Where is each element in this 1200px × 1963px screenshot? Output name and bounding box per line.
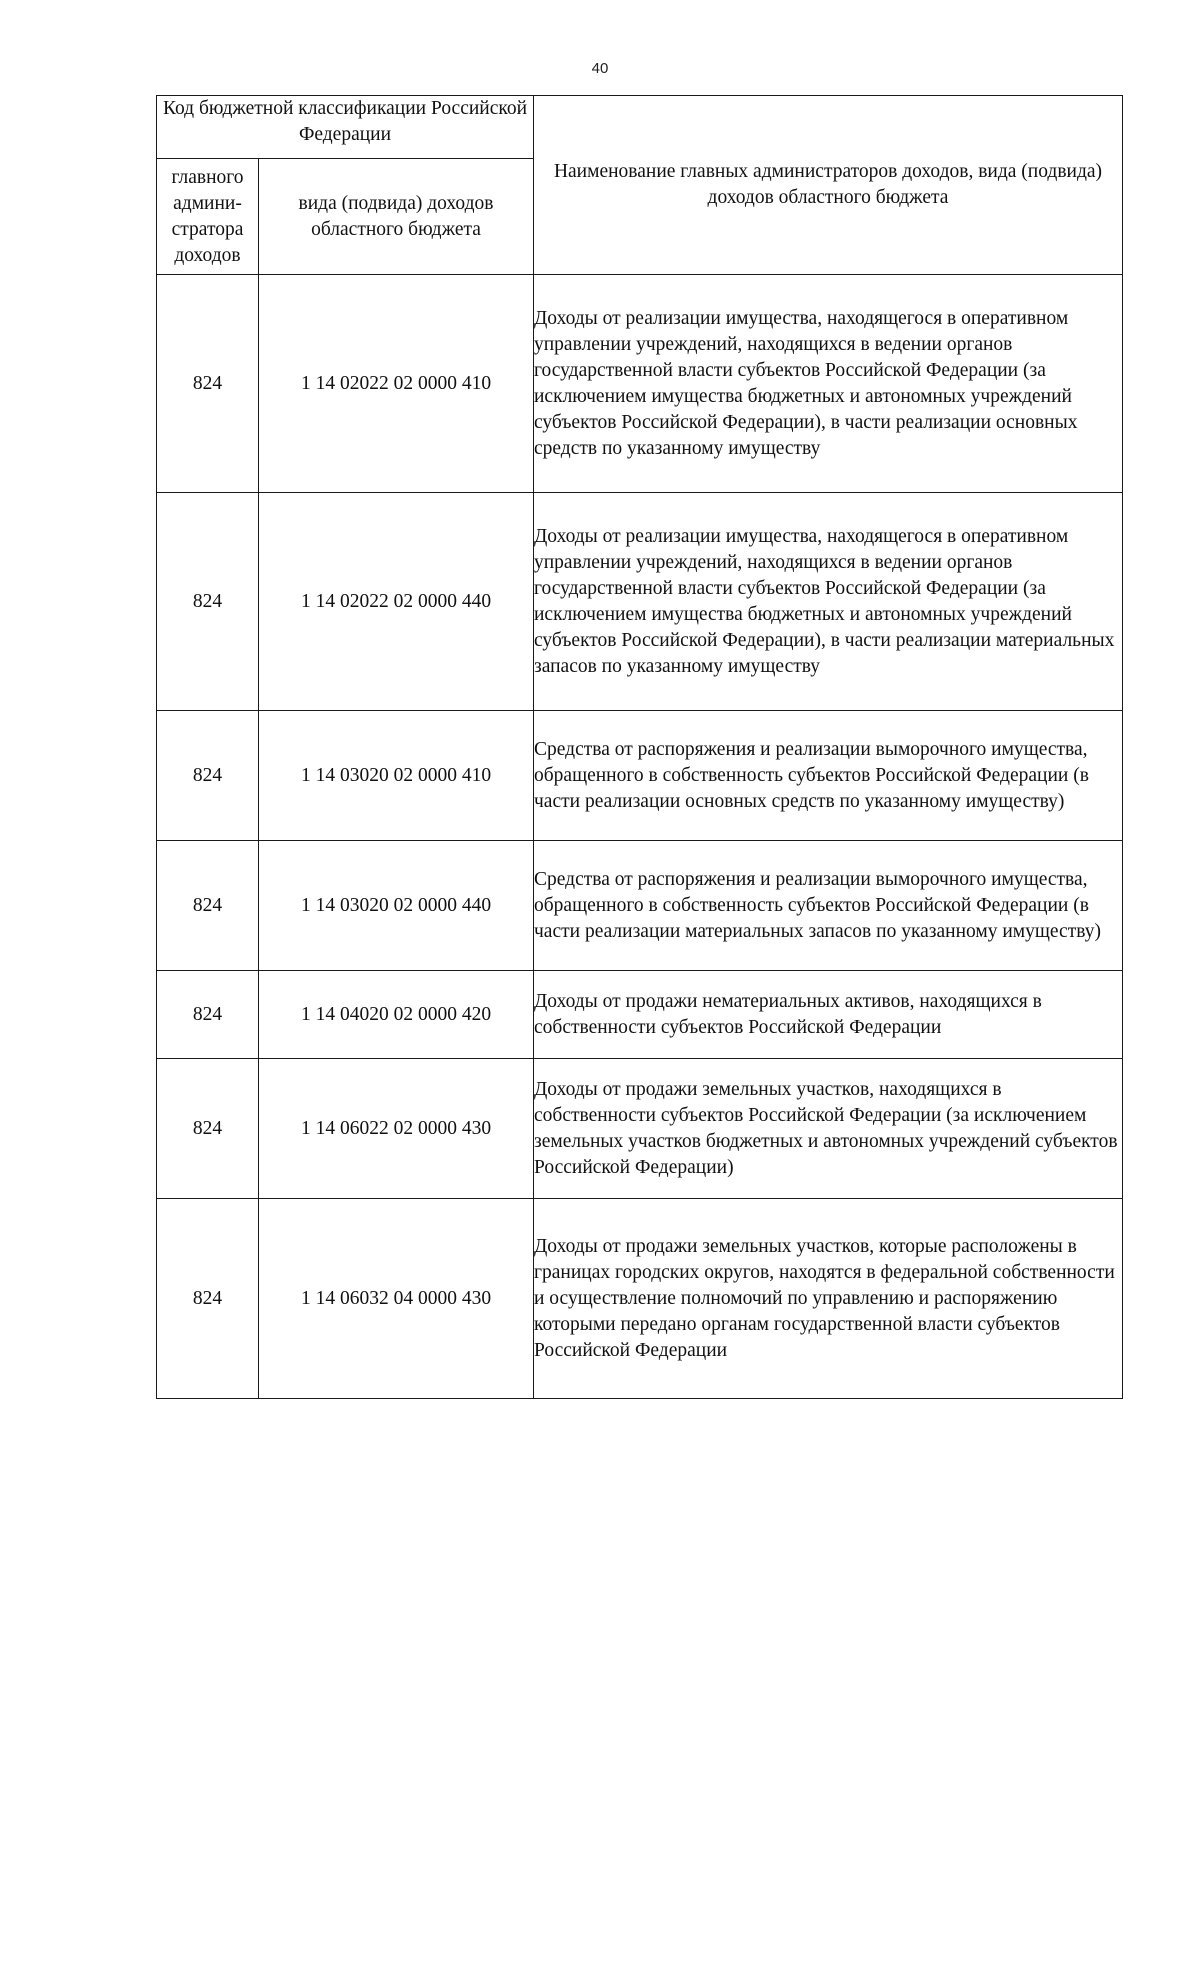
income-name: Доходы от реализации имущества, находящегося в оперативном управлении учреждений, находящихся в ведении органов государственной власти субъектов Российской Федерации (за исключением имущества бюджетных и автономных учреждений субъектов Российской Федерации), в части реализации материальных запасов по указанному имуществу — [534, 493, 1123, 711]
header-budget-code-group: Код бюджетной классификации Российской Федерации — [157, 96, 534, 159]
header-income-type: вида (подвида) доходов областного бюджета — [259, 159, 534, 275]
administrator-code: 824 — [157, 711, 259, 841]
table-row — [157, 275, 1123, 493]
administrator-code: 824 — [157, 971, 259, 1059]
income-code: 1 14 03020 02 0000 410 — [259, 711, 534, 841]
administrator-code: 824 — [157, 841, 259, 971]
administrator-code: 824 — [157, 493, 259, 711]
administrator-code: 824 — [157, 275, 259, 493]
income-code: 1 14 06022 02 0000 430 — [259, 1059, 534, 1199]
income-name: Средства от распоряжения и реализации выморочного имущества, обращенного в собственность субъектов Российской Федерации (в части реализации материальных запасов по указанному имуществу) — [534, 841, 1123, 971]
administrator-code: 824 — [157, 1059, 259, 1199]
table-row — [157, 1199, 1123, 1399]
income-code: 1 14 04020 02 0000 420 — [259, 971, 534, 1059]
page-number: 40 — [591, 60, 609, 77]
budget-classification-table — [156, 95, 1123, 1399]
table-header — [157, 96, 1123, 275]
income-name: Доходы от продажи земельных участков, которые расположены в границах городских округов, находятся в федеральной собственности и осуществление полномочий по управлению и распоряжению которыми передано органам государственной власти субъектов Российской Федерации — [534, 1199, 1123, 1399]
income-code: 1 14 03020 02 0000 440 — [259, 841, 534, 971]
table-row — [157, 971, 1123, 1059]
table-row — [157, 711, 1123, 841]
table-row — [157, 841, 1123, 971]
header-administrator-name: Наименование главных администраторов доходов, вида (подвида) доходов областного бюджета — [534, 96, 1123, 275]
income-name: Средства от распоряжения и реализации выморочного имущества, обращенного в собственность субъектов Российской Федерации (в части реализации основных средств по указанному имуществу) — [534, 711, 1123, 841]
income-name: Доходы от продажи земельных участков, находящихся в собственности субъектов Российской Федерации (за исключением земельных участков бюджетных и автономных учреждений субъектов Российской Федерации) — [534, 1059, 1123, 1199]
income-name: Доходы от реализации имущества, находящегося в оперативном управлении учреждений, находящихся в ведении органов государственной власти субъектов Российской Федерации (за исключением имущества бюджетных и автономных учреждений субъектов Российской Федерации), в части реализации основных средств по указанному имуществу — [534, 275, 1123, 493]
table-body — [157, 275, 1123, 1399]
income-name: Доходы от продажи нематериальных активов, находящихся в собственности субъектов Российской Федерации — [534, 971, 1123, 1059]
administrator-code: 824 — [157, 1199, 259, 1399]
table-row — [157, 1059, 1123, 1199]
income-code: 1 14 02022 02 0000 410 — [259, 275, 534, 493]
table-row — [157, 493, 1123, 711]
header-main-administrator: главного админи-стратора доходов — [157, 159, 259, 275]
income-code: 1 14 06032 04 0000 430 — [259, 1199, 534, 1399]
income-code: 1 14 02022 02 0000 440 — [259, 493, 534, 711]
